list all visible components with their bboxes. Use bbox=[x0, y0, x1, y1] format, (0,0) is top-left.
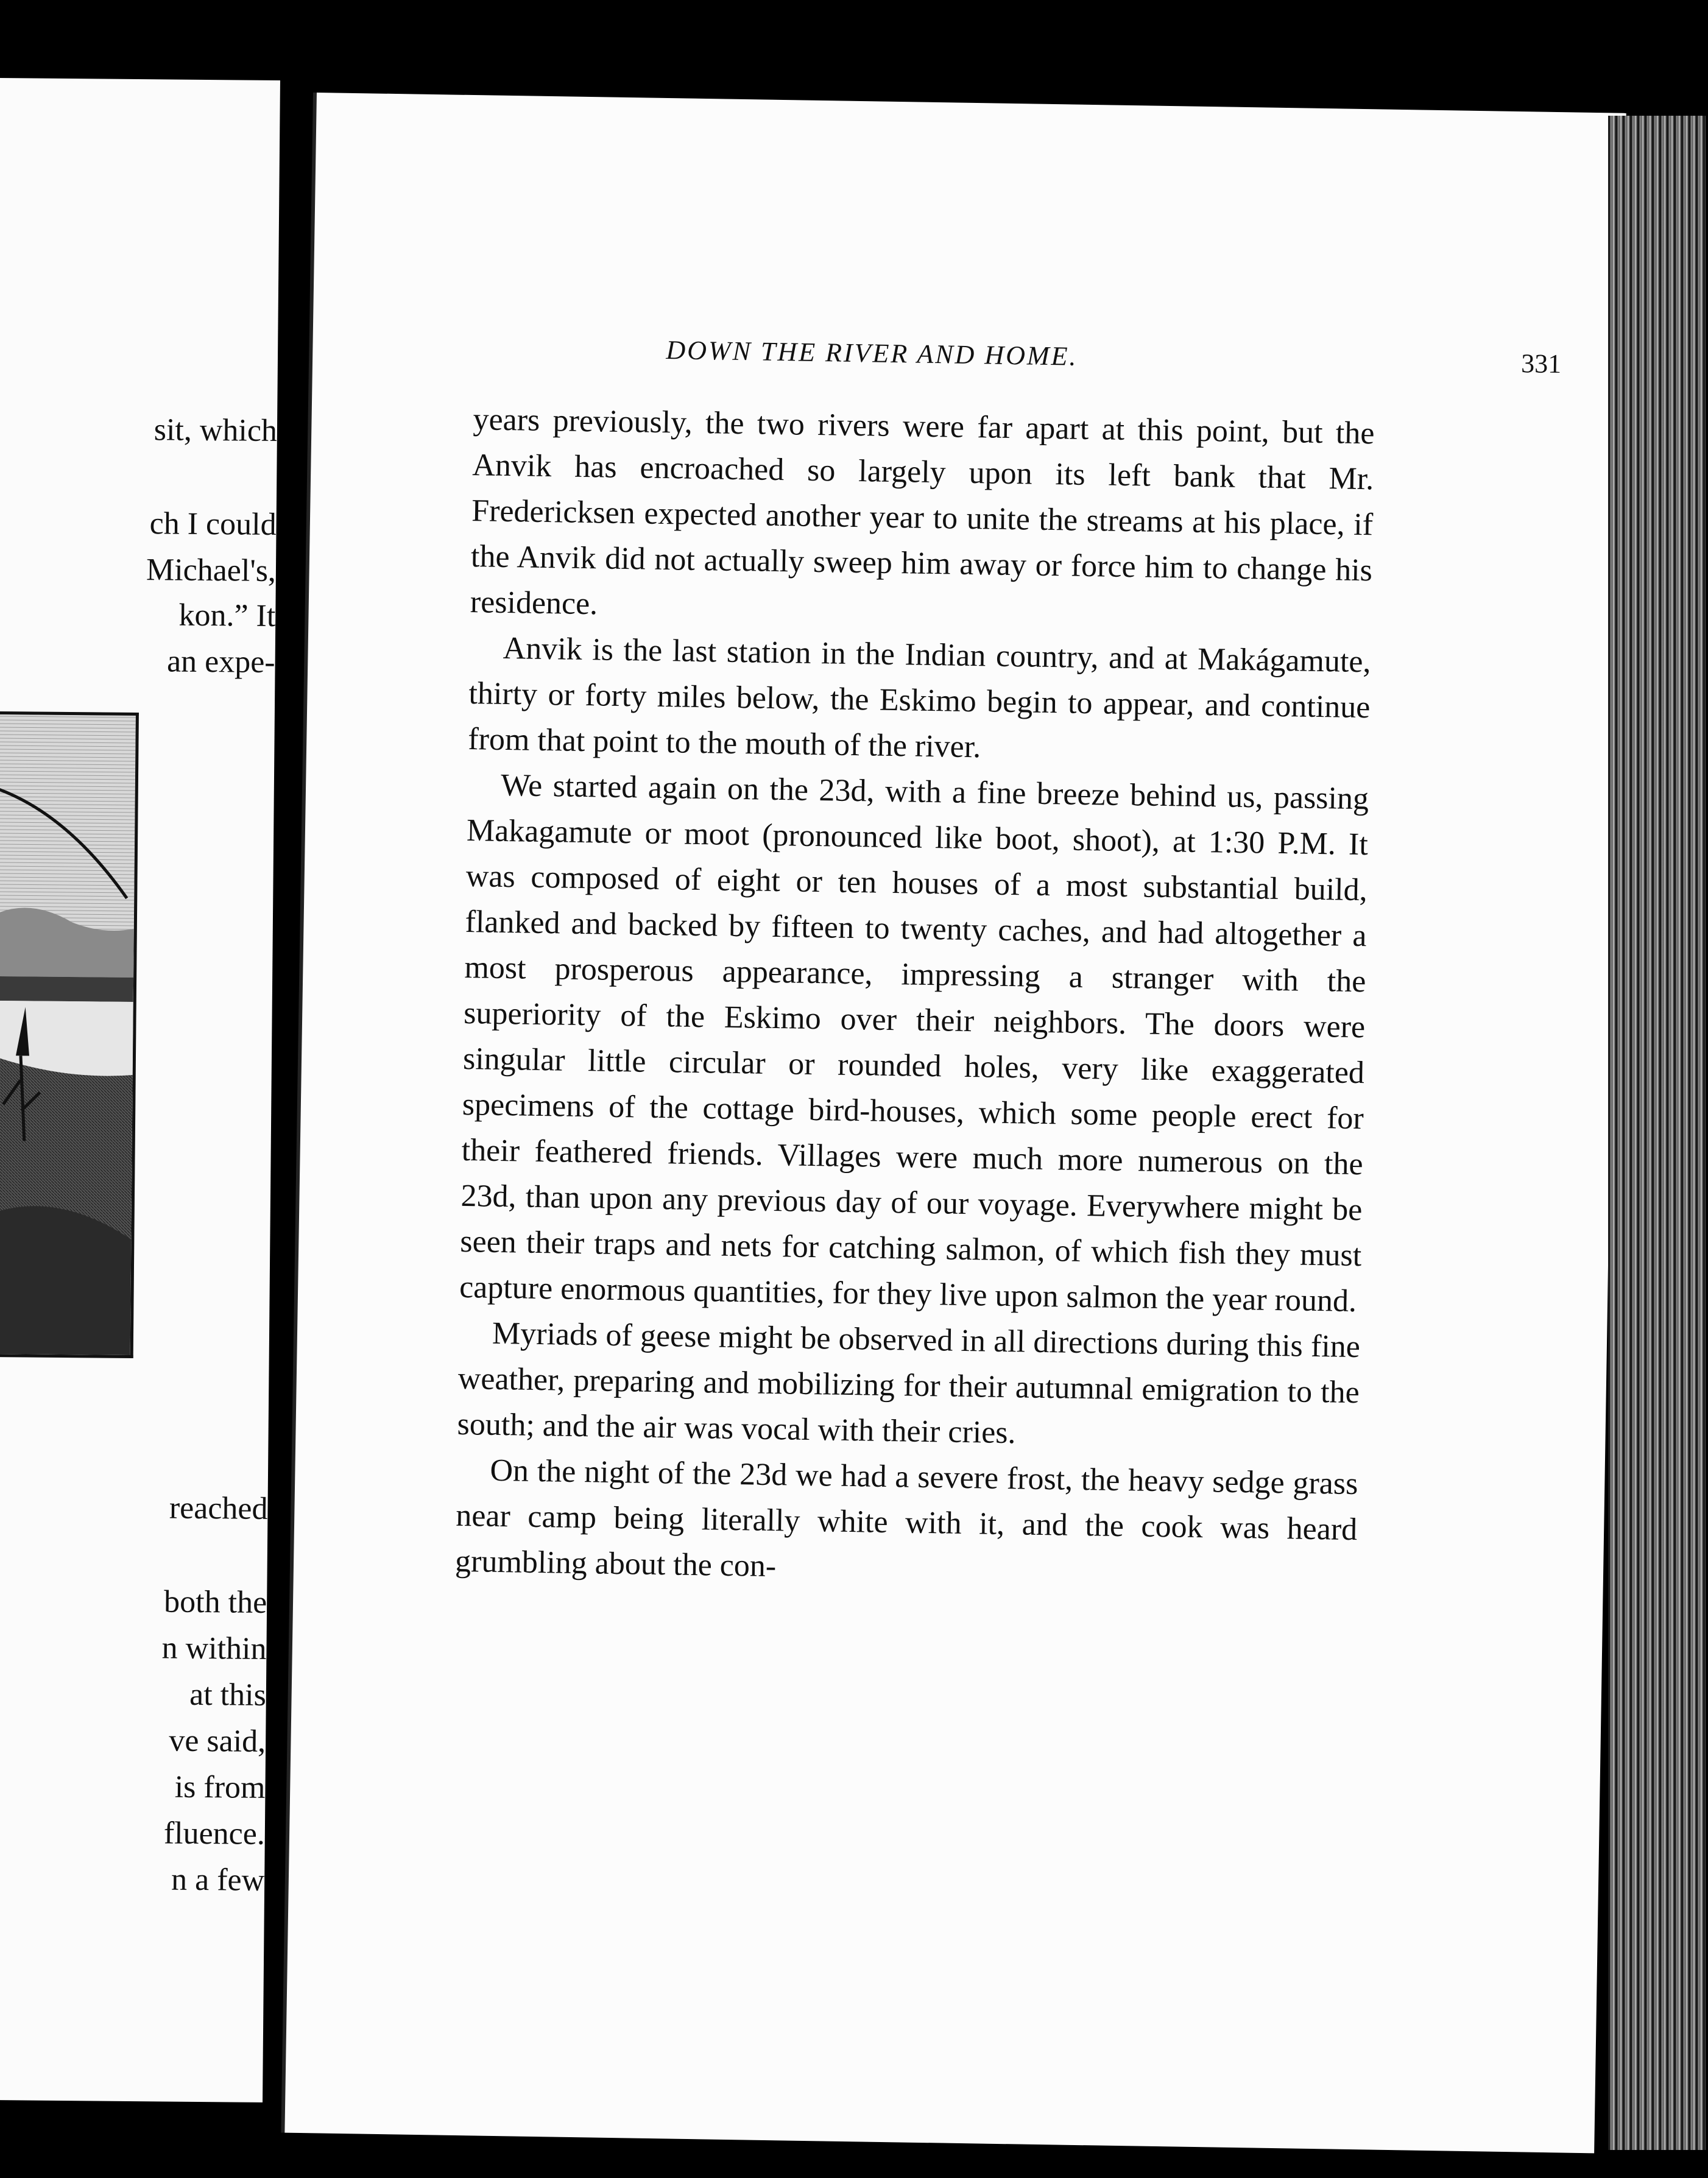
left-line: at this bbox=[189, 1677, 267, 1713]
left-line: Michael's, bbox=[146, 552, 277, 588]
engraving-illustration bbox=[0, 711, 139, 1358]
left-line: sit, which bbox=[154, 412, 278, 448]
running-head bbox=[666, 334, 1562, 391]
left-line: n a few bbox=[171, 1862, 265, 1898]
paragraph: Myriads of geese might be observed in all directions during this fine weather, preparing and mobilizing for their autumnal emigration to the south; and the air was vocal with their cries. bbox=[457, 1316, 1361, 1451]
left-line: ve said, bbox=[169, 1723, 266, 1759]
left-line: n within bbox=[161, 1630, 267, 1666]
left-line: an expe- bbox=[166, 644, 275, 680]
running-title: DOWN THE RIVER AND HOME. bbox=[666, 335, 1078, 372]
left-line: both the bbox=[163, 1584, 267, 1620]
left-line: ch I could bbox=[149, 506, 277, 542]
paragraph: On the night of the 23d we had a severe frost, the heavy sedge grass near camp being literally white with it, and the cook was heard grumbling about the con- bbox=[454, 1453, 1358, 1584]
page-number: 331 bbox=[1520, 348, 1562, 379]
paragraph: Anvik is the last station in the Indian country, and at Makágamute, thirty or forty miles below, the Eskimo begin to appear, and continue from that point to the mouth of the river. bbox=[467, 630, 1371, 765]
page-edges bbox=[1608, 116, 1706, 2150]
landscape-engraving bbox=[0, 714, 136, 1355]
right-page bbox=[284, 93, 1626, 2153]
left-line: fluence. bbox=[163, 1816, 266, 1852]
paragraph: We started again on the 23d, with a fine breeze behind us, passing Makagamute or moot (pronounced like boot, shoot), at 1:30 P.M. It was composed of eight or ten houses of a most substantial build, flanked and backed by fifteen to twenty caches, and had altogether a most prosperous appearance, impressing a stranger with the superiority of the Eskimo over their neighbors. The doors were singular little circular or rounded holes, very like exaggerated specimens of the cottage bird-houses, which some people erect for their feathered friends. Villages were much more numerous on the 23d, than upon any previous day of our voyage. Everywhere might be seen their traps and nets for catching salmon, of which fish they must capture enormous quantities, for they live upon salmon the year round. bbox=[459, 767, 1369, 1319]
body-text bbox=[455, 396, 1375, 1598]
left-line: is from bbox=[174, 1769, 266, 1805]
paragraph: years previously, the two rivers were far apart at this point, but the Anvik has encroached so largely upon its left bank that Mr. Fredericksen expected another year to unite the streams at his place, if the Anvik did not actually sweep him away or force him to change his residence. bbox=[470, 402, 1375, 622]
left-page bbox=[0, 78, 280, 2102]
left-line: reached bbox=[169, 1490, 268, 1526]
left-line: kon.” It bbox=[178, 597, 276, 633]
